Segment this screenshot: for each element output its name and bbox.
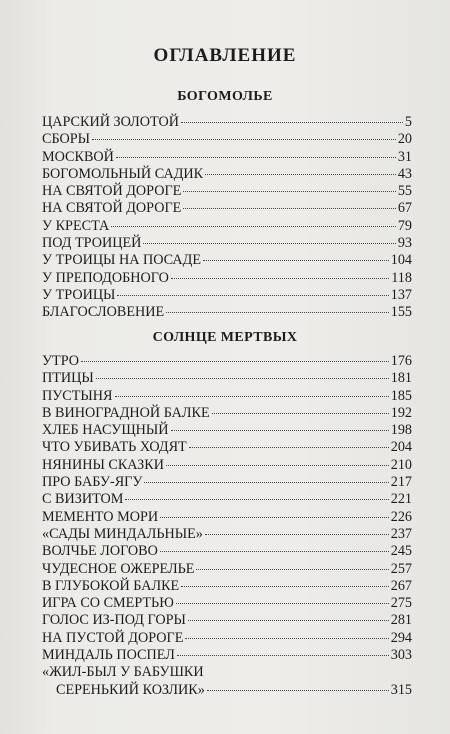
dot-leader xyxy=(189,447,389,448)
toc-entry xyxy=(42,388,412,405)
toc-entry xyxy=(42,612,412,629)
dot-leader xyxy=(144,482,388,483)
toc-entry xyxy=(42,270,412,287)
toc-entry xyxy=(42,578,412,595)
toc-entry-title: ПУСТЫНЯ xyxy=(42,387,113,404)
dot-leader xyxy=(181,586,389,587)
dot-leader xyxy=(160,551,389,552)
toc-entry xyxy=(42,595,412,612)
toc-entry-page-number: 210 xyxy=(390,456,412,473)
section-title-bogomolye: БОГОМОЛЬЕ xyxy=(177,89,273,104)
toc-entry-title: В ГЛУБОКОЙ БАЛКЕ xyxy=(42,577,180,594)
dot-leader xyxy=(92,139,396,140)
toc-entry-title: У ТРОИЦЫ xyxy=(42,286,116,303)
toc-entry-title: ВОЛЧЬЕ ЛОГОВО xyxy=(42,543,158,560)
toc-entry-page-number: 275 xyxy=(390,595,412,612)
dot-leader xyxy=(166,465,389,466)
toc-entry-page-number: 281 xyxy=(390,612,412,629)
toc-entry-page-number: 198 xyxy=(390,422,412,439)
toc-entry xyxy=(42,183,412,200)
toc-entry-title: МЕМЕНТО МОРИ xyxy=(42,508,159,525)
toc-entry xyxy=(42,405,412,422)
toc-entry-title: С ВИЗИТОМ xyxy=(42,491,124,508)
toc-entry-page-number: 181 xyxy=(390,370,412,387)
toc-entry-title: ЧУДЕСНОЕ ОЖЕРЕЛЬЕ xyxy=(42,560,195,577)
toc-entry-title: У ПРЕПОДОБНОГО xyxy=(42,269,169,286)
toc-entry xyxy=(42,353,412,370)
toc-entry-title: НА СВЯТОЙ ДОРОГЕ xyxy=(42,200,182,217)
toc-entry-title: ПТИЦЫ xyxy=(42,370,94,387)
toc-entry-title: У ТРОИЦЫ НА ПОСАДЕ xyxy=(42,252,202,269)
toc-entry-page-number: 303 xyxy=(390,647,412,664)
dot-leader xyxy=(115,396,389,397)
toc-entry xyxy=(42,561,412,578)
toc-entry-page-number: 104 xyxy=(390,252,412,269)
toc-entry-title: БЛАГОСЛОВЕНИЕ xyxy=(42,304,165,321)
dot-leader xyxy=(183,208,395,209)
dot-leader xyxy=(171,430,389,431)
dot-leader xyxy=(111,226,396,227)
toc-entry xyxy=(42,543,412,560)
toc-entry-wrapped xyxy=(42,664,412,681)
toc-entry xyxy=(42,287,412,304)
toc-entry-page-number: 185 xyxy=(390,387,412,404)
toc-entry-title: МИНДАЛЬ ПОСПЕЛ xyxy=(42,647,175,664)
dot-leader xyxy=(183,191,395,192)
toc-entry-title: ГОЛОС ИЗ-ПОД ГОРЫ xyxy=(42,612,186,629)
toc-entry-title: «ЖИЛ-БЫЛ У БАБУШКИ xyxy=(42,664,204,681)
toc-entry-page-number: 221 xyxy=(390,491,412,508)
toc-entry xyxy=(42,647,412,664)
toc-entry xyxy=(42,439,412,456)
toc-entry xyxy=(42,630,412,647)
toc-entry-page-number: 176 xyxy=(390,353,412,369)
toc-entry xyxy=(42,457,412,474)
toc-entry xyxy=(42,370,412,387)
toc-entry xyxy=(42,149,412,166)
dot-leader xyxy=(176,603,389,604)
toc-entry xyxy=(42,235,412,252)
toc-entry-title: МОСКВОЙ xyxy=(42,148,114,165)
toc-entry-title: УТРО xyxy=(42,353,80,369)
toc-entry xyxy=(42,252,412,269)
toc-entry-page-number: 204 xyxy=(390,439,412,456)
toc-entry-title: ПРО БАБУ-ЯГУ xyxy=(42,474,143,491)
toc-entry-title: ХЛЕБ НАСУЩНЫЙ xyxy=(42,422,169,439)
toc-entry-title: НЯНИНЫ СКАЗКИ xyxy=(42,456,164,473)
toc-entry-title: СЕРЕНЬКИЙ КОЗЛИК» xyxy=(56,681,205,698)
toc-entry xyxy=(42,131,412,148)
toc-entry-page-number: 217 xyxy=(390,474,412,491)
toc-entry-page-number: 226 xyxy=(390,508,412,525)
toc-entry-page-number: 55 xyxy=(397,183,412,200)
toc-entry-title: ЧТО УБИВАТЬ ХОДЯТ xyxy=(42,439,187,456)
toc-entry-title: НА СВЯТОЙ ДОРОГЕ xyxy=(42,183,182,200)
dot-leader xyxy=(117,295,388,296)
toc-entry xyxy=(42,166,412,183)
toc-entry-page-number: 315 xyxy=(390,681,412,698)
toc-entry-title: ИГРА СО СМЕРТЬЮ xyxy=(42,595,174,612)
toc-list-solntse-mertvykh xyxy=(42,353,412,699)
toc-entry xyxy=(42,114,412,131)
toc-entry-page-number: 31 xyxy=(397,148,412,165)
toc-entry-page-number: 245 xyxy=(390,543,412,560)
toc-entry-page-number: 79 xyxy=(397,217,412,234)
toc-entry-page-number: 20 xyxy=(397,131,412,148)
toc-entry-title: НА ПУСТОЙ ДОРОГЕ xyxy=(42,629,184,646)
toc-entry-title: СБОРЫ xyxy=(42,131,91,148)
toc-entry-page-number: 155 xyxy=(390,304,412,321)
dot-leader xyxy=(125,499,388,500)
dot-leader xyxy=(116,157,396,158)
toc-list-bogomolye xyxy=(42,114,412,322)
dot-leader xyxy=(205,534,389,535)
dot-leader xyxy=(188,620,389,621)
toc-entry-page-number: 5 xyxy=(404,114,412,130)
toc-entry-title: ПОД ТРОИЦЕЙ xyxy=(42,235,142,252)
toc-entry-page-number: 257 xyxy=(390,560,412,577)
toc-entry xyxy=(42,682,412,699)
toc-entry-title: У КРЕСТА xyxy=(42,217,110,234)
dot-leader xyxy=(143,243,395,244)
dot-leader xyxy=(203,260,389,261)
dot-leader xyxy=(207,690,389,691)
toc-entry-title: «САДЫ МИНДАЛЬНЫЕ» xyxy=(42,525,203,542)
toc-entry-page-number: 118 xyxy=(391,269,412,286)
dot-leader xyxy=(160,517,389,518)
dot-leader xyxy=(181,122,403,123)
toc-entry xyxy=(42,304,412,321)
dot-leader xyxy=(196,569,388,570)
toc-entry xyxy=(42,218,412,235)
toc-entry-page-number: 43 xyxy=(397,165,412,182)
section-title-solntse-mertvykh: СОЛНЦЕ МЕРТВЫХ xyxy=(152,330,298,345)
dot-leader xyxy=(212,413,389,414)
dot-leader xyxy=(177,655,389,656)
toc-entry xyxy=(42,526,412,543)
toc-entry xyxy=(42,509,412,526)
dot-leader xyxy=(205,174,396,175)
toc-entry-title: БОГОМОЛЬНЫЙ САДИК xyxy=(42,165,204,182)
dot-leader xyxy=(166,312,389,313)
toc-entry-page-number: 67 xyxy=(397,200,412,217)
dot-leader xyxy=(171,278,389,279)
toc-entry xyxy=(42,200,412,217)
toc-entry xyxy=(42,422,412,439)
toc-entry-page-number: 294 xyxy=(390,629,412,646)
toc-entry-page-number: 192 xyxy=(390,404,412,421)
toc-entry-title: ЦАРСКИЙ ЗОЛОТОЙ xyxy=(42,114,180,130)
toc-entry xyxy=(42,491,412,508)
toc-entry-page-number: 267 xyxy=(390,577,412,594)
toc-entry-page-number: 137 xyxy=(390,286,412,303)
toc-entry-page-number: 237 xyxy=(390,525,412,542)
toc-entry xyxy=(42,474,412,491)
dot-leader xyxy=(96,378,389,379)
dot-leader xyxy=(185,638,388,639)
toc-entry-title: В ВИНОГРАДНОЙ БАЛКЕ xyxy=(42,404,210,421)
page-title: ОГЛАВЛЕНИЕ xyxy=(153,45,297,66)
toc-entry-page-number: 93 xyxy=(397,235,412,252)
dot-leader xyxy=(81,361,389,362)
